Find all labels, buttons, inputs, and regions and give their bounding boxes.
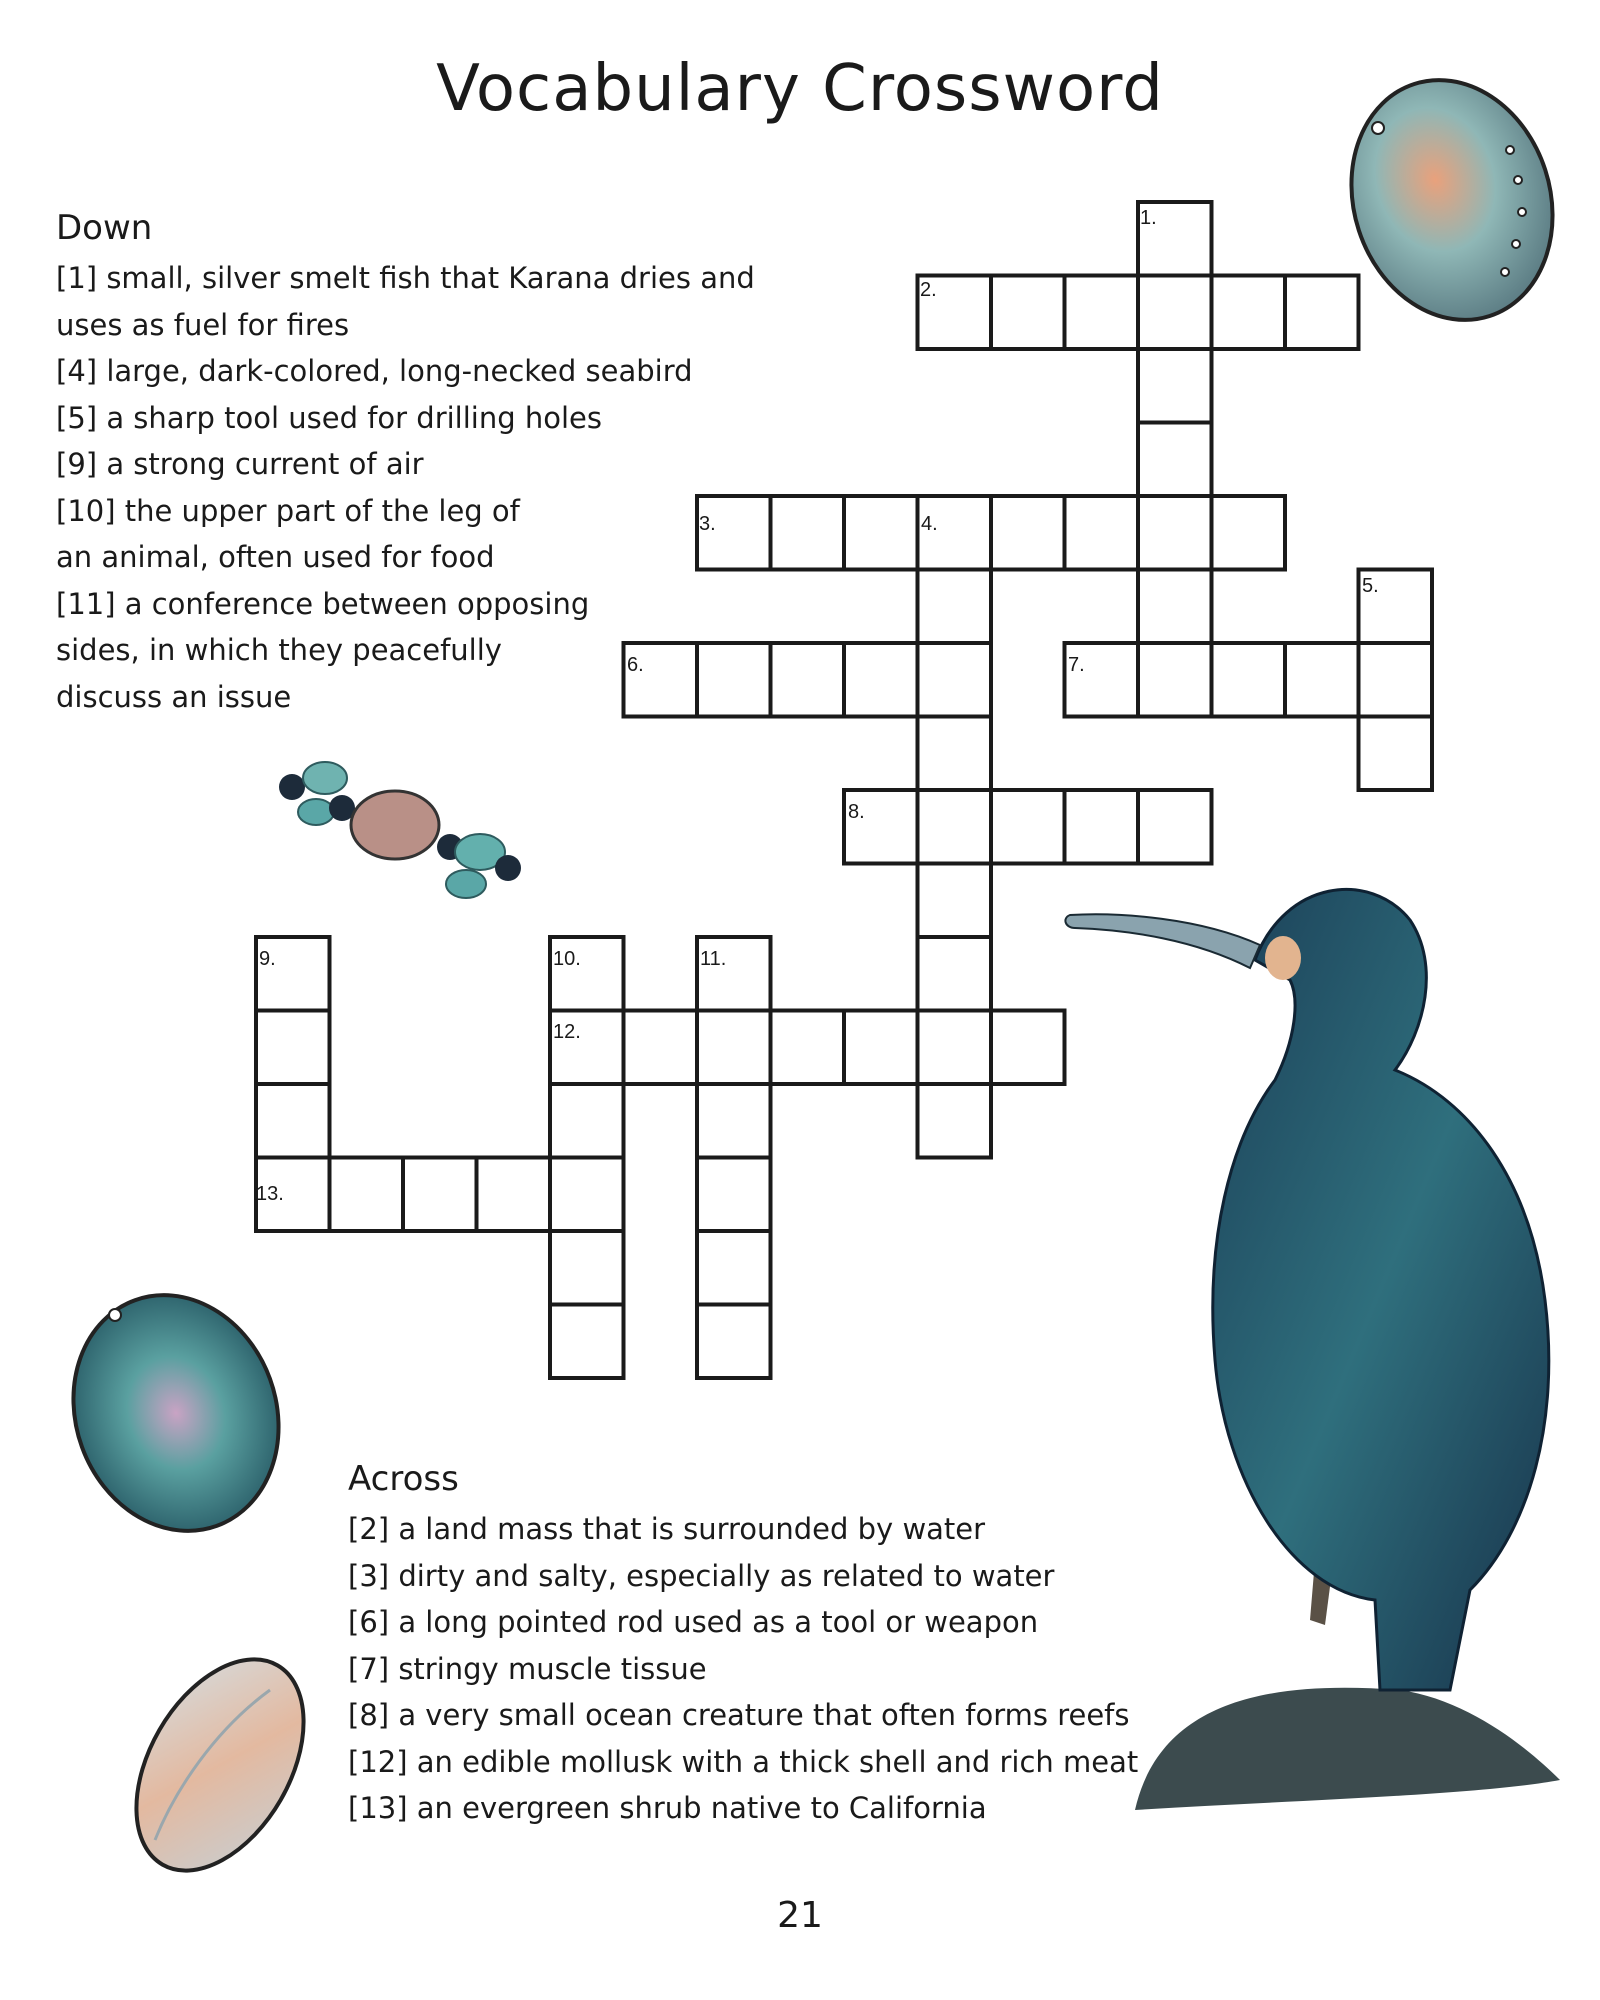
across-clue-line: [13] an evergreen shrub native to California [348, 1791, 987, 1825]
crossword-cell[interactable] [697, 1305, 771, 1379]
crossword-cell[interactable] [844, 643, 918, 717]
across-clue-line: [8] a very small ocean creature that often forms reefs [348, 1698, 1130, 1732]
crossword-cell[interactable] [918, 937, 992, 1011]
crossword-cell[interactable] [550, 1305, 624, 1379]
crossword-cell[interactable] [550, 1084, 624, 1158]
crossword-cell[interactable] [477, 1158, 551, 1232]
crossword-cell[interactable] [918, 1084, 992, 1158]
clue-number-5: 5. [1362, 575, 1379, 597]
crossword-cell[interactable] [1285, 643, 1359, 717]
crossword-cell[interactable] [1138, 423, 1212, 497]
crossword-cell[interactable] [550, 1231, 624, 1305]
down-clue-line: discuss an issue [56, 679, 292, 714]
clue-number-13: 13. [256, 1183, 284, 1205]
crossword-cell[interactable] [991, 1011, 1065, 1085]
clue-number-1: 1. [1140, 207, 1157, 229]
crossword-cell[interactable] [918, 790, 992, 864]
crossword-cell[interactable] [991, 496, 1065, 570]
crossword-cell[interactable] [403, 1158, 477, 1232]
clue-number-12: 12. [553, 1021, 581, 1043]
down-clue-line: an animal, often used for food [56, 540, 495, 574]
clue-number-10: 10. [553, 948, 581, 970]
crossword-cell[interactable] [697, 1158, 771, 1232]
clue-number-4: 4. [921, 513, 938, 535]
crossword-cell[interactable] [1359, 643, 1433, 717]
clue-number-11: 11. [700, 948, 727, 970]
crossword-cell[interactable] [1212, 276, 1286, 350]
crossword-cell[interactable] [991, 276, 1065, 350]
crossword-cell[interactable] [1138, 570, 1212, 644]
across-clue-line: [6] a long pointed rod used as a tool or weapon [348, 1605, 1039, 1639]
page-number: 21 [777, 1895, 823, 1936]
across-clue-line: [2] a land mass that is surrounded by water [348, 1512, 986, 1546]
across-heading: Across [348, 1459, 459, 1499]
crossword-cell[interactable] [256, 1084, 330, 1158]
across-clue-line: [12] an edible mollusk with a thick shell and rich meat [348, 1744, 1139, 1779]
crossword-cell[interactable] [550, 1158, 624, 1232]
clue-number-2: 2. [920, 279, 937, 301]
crossword-cell[interactable] [844, 1011, 918, 1085]
crossword-cell[interactable] [330, 1158, 404, 1232]
crossword-cell[interactable] [844, 496, 918, 570]
crossword-cell[interactable] [1138, 643, 1212, 717]
crossword-cell[interactable] [1065, 496, 1139, 570]
crossword-cell[interactable] [771, 643, 845, 717]
across-clue-line: [3] dirty and salty, especially as related to water [348, 1558, 1055, 1593]
crossword-cell[interactable] [1138, 496, 1212, 570]
down-clue-line: sides, in which they peacefully [56, 633, 502, 667]
down-clue-line: [1] small, silver smelt fish that Karana dries and [56, 261, 755, 295]
crossword-cell[interactable] [771, 1011, 845, 1085]
page-title: Vocabulary Crossword [436, 52, 1164, 126]
crossword-cell[interactable] [918, 1011, 992, 1085]
crossword-cell[interactable] [1138, 276, 1212, 350]
down-clue-line: [9] a strong current of air [56, 447, 424, 481]
crossword-cell[interactable] [1212, 496, 1286, 570]
crossword-cell[interactable] [918, 570, 992, 644]
clue-number-7: 7. [1068, 654, 1085, 676]
down-clue-line: [4] large, dark-colored, long-necked seabird [56, 354, 693, 388]
down-clue-line: [5] a sharp tool used for drilling holes [56, 400, 602, 435]
crossword-cell[interactable] [918, 864, 992, 938]
down-heading: Down [56, 208, 153, 248]
down-clue-line: [11] a conference between opposing [56, 586, 590, 621]
crossword-cell[interactable] [697, 1231, 771, 1305]
down-clue-line: [10] the upper part of the leg of [56, 493, 520, 528]
crossword-cell[interactable] [697, 643, 771, 717]
crossword-cell[interactable] [1138, 349, 1212, 423]
crossword-cell[interactable] [991, 790, 1065, 864]
crossword-cell[interactable] [1285, 276, 1359, 350]
clue-number-8: 8. [848, 801, 865, 823]
crossword-cell[interactable] [1359, 717, 1433, 791]
across-clue-line: [7] stringy muscle tissue [348, 1651, 707, 1686]
crossword-cell[interactable] [771, 496, 845, 570]
crossword-cell[interactable] [697, 1011, 771, 1085]
crossword-cell[interactable] [1212, 643, 1286, 717]
crossword-cell[interactable] [1138, 790, 1212, 864]
clue-number-3: 3. [699, 513, 716, 535]
across-clues [348, 1454, 1288, 1832]
clue-number-6: 6. [627, 654, 644, 676]
down-clue-line: uses as fuel for fires [56, 307, 350, 342]
clue-number-9: 9. [259, 948, 276, 970]
crossword-cell[interactable] [918, 717, 992, 791]
crossword-cell[interactable] [1065, 790, 1139, 864]
crossword-cell[interactable] [918, 643, 992, 717]
crossword-cell[interactable] [697, 1084, 771, 1158]
crossword-cell[interactable] [1065, 276, 1139, 350]
crossword-cell[interactable] [256, 1011, 330, 1085]
crossword-cell[interactable] [624, 1011, 698, 1085]
